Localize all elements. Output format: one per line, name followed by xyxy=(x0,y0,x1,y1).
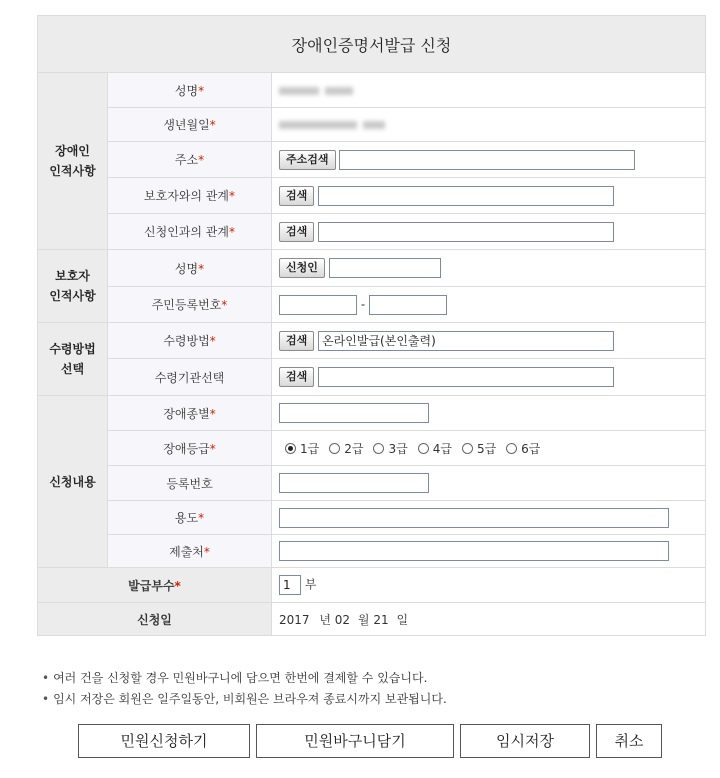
address-value xyxy=(272,142,706,178)
copies-value xyxy=(272,568,706,603)
label-address: 주소* xyxy=(108,142,272,178)
copies-unit: 부 xyxy=(304,577,317,592)
label-purpose: 용도* xyxy=(108,501,272,535)
submit-to-input[interactable] xyxy=(279,541,669,561)
grade-radio[interactable] xyxy=(285,443,296,454)
note-item: • 여러 건을 신청할 경우 민원바구니에 담으면 한번에 결제할 수 있습니다. xyxy=(42,668,447,689)
grade-radio-group xyxy=(279,440,705,457)
label-disability-type: 장애종별* xyxy=(108,396,272,431)
section-application: 신청내용 xyxy=(38,396,108,568)
label-apply-date: 신청일 xyxy=(38,603,272,636)
label-receipt-org: 수령기관선택 xyxy=(108,359,272,396)
reg-no-input[interactable] xyxy=(279,473,429,493)
resident-no-value xyxy=(272,287,706,323)
note-item: • 임시 저장은 회원은 일주일동안, 비회원은 브라우져 종료시까지 보관됩니다. xyxy=(42,689,447,710)
apply-date-value xyxy=(272,603,706,636)
receipt-method-value xyxy=(272,323,706,359)
date-day: 21 xyxy=(373,612,389,627)
grade-radio-label: 4급 xyxy=(432,441,452,456)
label-name: 성명* xyxy=(108,73,272,108)
label-copies: 발급부수* xyxy=(38,568,272,603)
resident-no-separator: - xyxy=(360,297,366,311)
label-reg-no: 등록번호 xyxy=(108,466,272,501)
grade-radio-label: 1급 xyxy=(300,441,320,456)
address-search-button[interactable]: 주소검색 xyxy=(279,150,336,170)
form-title: 장애인증명서발급 신청 xyxy=(38,16,706,73)
receipt-org-value xyxy=(272,359,706,396)
date-month-unit: 월 xyxy=(357,612,370,627)
applicant-button[interactable]: 신청인 xyxy=(279,258,325,278)
name-value xyxy=(272,73,706,108)
section-guardian: 보호자 인적사항 xyxy=(38,250,108,323)
grade-radio[interactable] xyxy=(462,443,473,454)
disability-type-value xyxy=(272,396,706,431)
guardian-name-input[interactable] xyxy=(329,258,441,278)
relation-guardian-input[interactable] xyxy=(318,186,614,206)
grade-radio-label: 5급 xyxy=(476,441,497,456)
resident-no-front-input[interactable] xyxy=(279,295,357,315)
grade-radio-label: 6급 xyxy=(521,441,541,456)
copies-input[interactable]: 1 xyxy=(279,575,301,595)
label-disability-grade: 장애등급* xyxy=(108,431,272,466)
notes xyxy=(42,668,447,710)
label-guardian-name: 성명* xyxy=(108,250,272,287)
submit-to-value xyxy=(272,535,706,568)
cancel-button[interactable]: 취소 xyxy=(596,724,662,758)
resident-no-back-input[interactable] xyxy=(369,295,447,315)
grade-radio[interactable] xyxy=(418,443,429,454)
date-year-unit: 년 xyxy=(319,612,331,627)
relation-guardian-value xyxy=(272,178,706,214)
relation-applicant-search-button[interactable]: 검색 xyxy=(279,222,314,242)
grade-radio-label: 3급 xyxy=(388,441,408,456)
label-relation-guardian: 보호자와의 관계* xyxy=(108,178,272,214)
date-year: 2017 xyxy=(279,612,310,627)
relation-applicant-input[interactable] xyxy=(318,222,614,242)
relation-guardian-search-button[interactable]: 검색 xyxy=(279,186,314,206)
birth-value xyxy=(272,108,706,142)
guardian-name-value xyxy=(272,250,706,287)
label-submit-to: 제출처* xyxy=(108,535,272,568)
temp-save-button[interactable]: 임시저장 xyxy=(460,724,590,758)
label-resident-no: 주민등록번호* xyxy=(108,287,272,323)
action-buttons xyxy=(0,724,720,758)
apply-button[interactable]: 민원신청하기 xyxy=(78,724,250,758)
grade-radio[interactable] xyxy=(329,443,340,454)
purpose-value xyxy=(272,501,706,535)
grade-radio-label: 2급 xyxy=(344,441,364,456)
purpose-input[interactable] xyxy=(279,508,669,528)
date-day-unit: 일 xyxy=(396,612,409,627)
label-relation-applicant: 신청인과의 관계* xyxy=(108,214,272,250)
label-receipt-method: 수령방법* xyxy=(108,323,272,359)
date-month: 02 xyxy=(334,612,351,627)
disability-grade-value xyxy=(272,431,706,466)
receipt-method-input[interactable]: 온라인발급(본인출력) xyxy=(318,331,614,351)
grade-radio[interactable] xyxy=(373,443,384,454)
receipt-org-search-button[interactable]: 검색 xyxy=(279,367,314,387)
basket-button[interactable]: 민원바구니담기 xyxy=(256,724,454,758)
grade-radio[interactable] xyxy=(506,443,517,454)
section-disabled-person: 장애인 인적사항 xyxy=(38,73,108,250)
label-birth: 생년월일* xyxy=(108,108,272,142)
application-form xyxy=(37,15,706,636)
address-input[interactable] xyxy=(339,150,635,170)
relation-applicant-value xyxy=(272,214,706,250)
reg-no-value xyxy=(272,466,706,501)
disability-type-input[interactable] xyxy=(279,403,429,423)
section-receipt: 수령방법 선택 xyxy=(38,323,108,396)
receipt-org-input[interactable] xyxy=(318,367,614,387)
receipt-method-search-button[interactable]: 검색 xyxy=(279,331,314,351)
